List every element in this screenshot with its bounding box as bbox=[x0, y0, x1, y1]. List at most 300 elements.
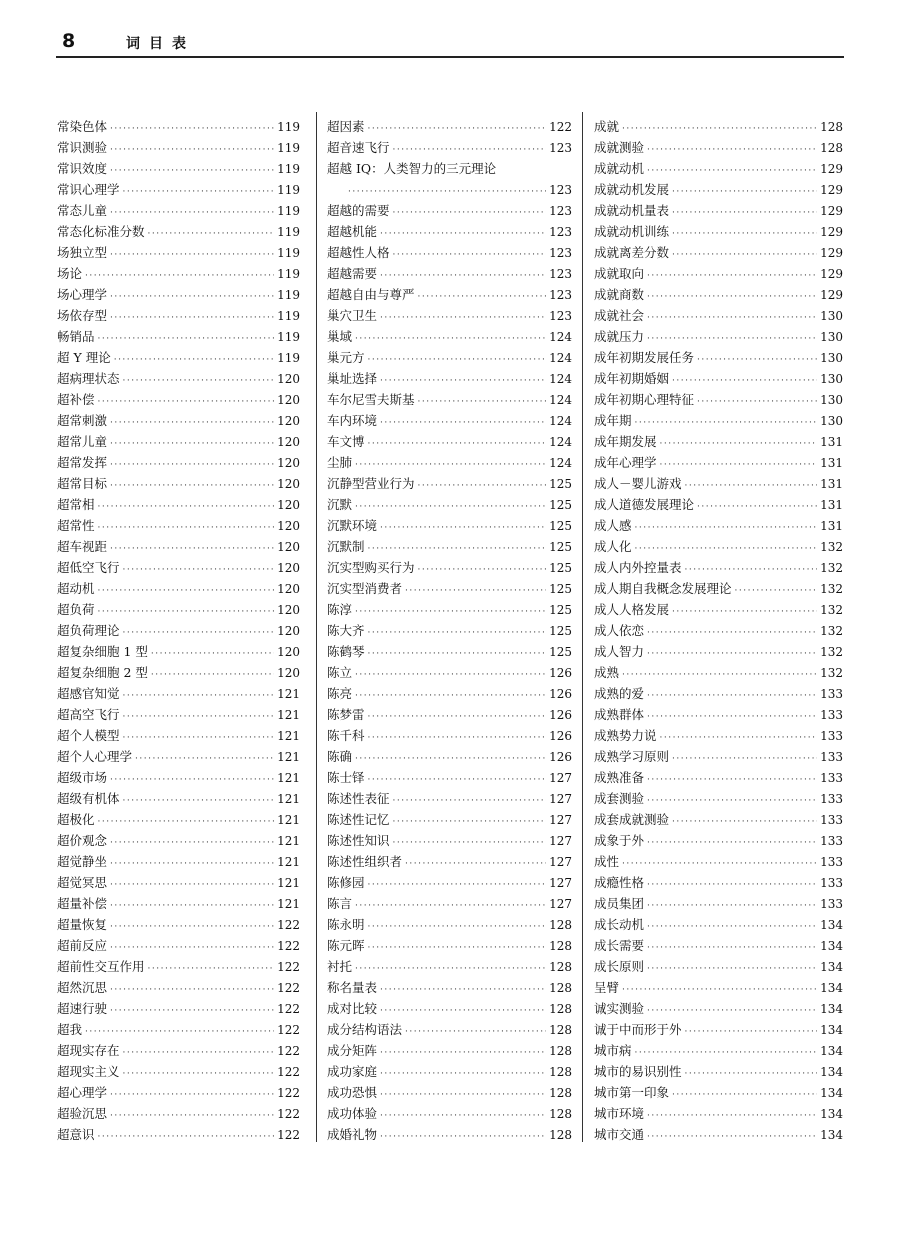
entry-page-number: 126 bbox=[549, 750, 572, 764]
index-entry bbox=[594, 956, 843, 977]
index-entry bbox=[327, 452, 572, 473]
entry-term: 陈千科 bbox=[327, 728, 365, 743]
index-entry bbox=[327, 389, 572, 410]
entry-term: 成就动机 bbox=[594, 161, 645, 176]
entry-term: 车内环境 bbox=[327, 413, 378, 428]
entry-term: 成熟的爱 bbox=[594, 686, 645, 701]
dot-leader bbox=[672, 242, 817, 263]
entry-page-number: 134 bbox=[820, 1086, 843, 1100]
entry-page-number: 121 bbox=[277, 771, 300, 785]
dot-leader bbox=[635, 536, 818, 557]
entry-page-number: 120 bbox=[277, 666, 300, 680]
entry-term: 场独立型 bbox=[57, 245, 108, 260]
dot-leader bbox=[110, 200, 274, 221]
entry-page-number: 125 bbox=[549, 603, 572, 617]
entry-term: 超音速飞行 bbox=[327, 140, 390, 155]
entry-term: 超量恢复 bbox=[57, 917, 108, 932]
entry-term: 呈臂 bbox=[594, 980, 620, 995]
dot-leader bbox=[660, 431, 818, 452]
index-entry bbox=[327, 767, 572, 788]
entry-term: 成就动机训练 bbox=[594, 224, 670, 239]
entry-term: 常识效度 bbox=[57, 161, 108, 176]
entry-page-number: 129 bbox=[820, 288, 843, 302]
index-entry bbox=[594, 263, 843, 284]
entry-term: 成熟学习原则 bbox=[594, 749, 670, 764]
entry-term: 成长原则 bbox=[594, 959, 645, 974]
index-entry bbox=[327, 368, 572, 389]
index-entry bbox=[57, 620, 300, 641]
entry-term: 成就商数 bbox=[594, 287, 645, 302]
index-entry bbox=[327, 116, 572, 137]
entry-page-number: 122 bbox=[277, 981, 300, 995]
entry-page-number: 120 bbox=[277, 582, 300, 596]
index-entry bbox=[594, 179, 843, 200]
entry-page-number: 121 bbox=[277, 750, 300, 764]
entry-page-number: 127 bbox=[549, 813, 572, 827]
entry-term: 成熟准备 bbox=[594, 770, 645, 785]
index-entry bbox=[594, 410, 843, 431]
page-number: 8 bbox=[62, 30, 76, 52]
index-entry bbox=[57, 641, 300, 662]
dot-leader bbox=[380, 515, 546, 536]
index-entry bbox=[327, 347, 572, 368]
entry-term: 成分结构语法 bbox=[327, 1022, 403, 1037]
entry-page-number: 122 bbox=[277, 918, 300, 932]
entry-term: 车文博 bbox=[327, 434, 365, 449]
entry-term: 成就测验 bbox=[594, 140, 645, 155]
entry-page-number: 124 bbox=[549, 330, 572, 344]
entry-term: 成就取向 bbox=[594, 266, 645, 281]
dot-leader bbox=[647, 788, 817, 809]
dot-leader bbox=[355, 683, 546, 704]
index-entry bbox=[57, 452, 300, 473]
entry-page-number: 121 bbox=[277, 729, 300, 743]
dot-leader bbox=[110, 116, 274, 137]
entry-page-number: 120 bbox=[277, 519, 300, 533]
index-entry bbox=[327, 1061, 572, 1082]
index-entry bbox=[57, 284, 300, 305]
entry-page-number: 123 bbox=[549, 267, 572, 281]
entry-term: 成年初期婚姻 bbox=[594, 371, 670, 386]
entry-page-number: 127 bbox=[549, 834, 572, 848]
dot-leader bbox=[647, 641, 817, 662]
entry-page-number: 122 bbox=[277, 1044, 300, 1058]
column-divider bbox=[316, 112, 317, 1142]
dot-leader bbox=[110, 998, 274, 1019]
dot-leader bbox=[672, 179, 817, 200]
index-entry bbox=[594, 599, 843, 620]
dot-leader bbox=[123, 683, 275, 704]
entry-page-number: 122 bbox=[277, 1002, 300, 1016]
entry-term: 常染色体 bbox=[57, 119, 108, 134]
entry-page-number: 122 bbox=[277, 1065, 300, 1079]
index-entry bbox=[57, 914, 300, 935]
index-entry bbox=[327, 620, 572, 641]
index-column-3 bbox=[594, 116, 843, 1145]
entry-page-number: 119 bbox=[277, 288, 300, 302]
entry-term: 成套成就测验 bbox=[594, 812, 670, 827]
entry-page-number: 126 bbox=[549, 708, 572, 722]
entry-term: 成分矩阵 bbox=[327, 1043, 378, 1058]
entry-term: 超常性 bbox=[57, 518, 95, 533]
entry-page-number: 134 bbox=[820, 1128, 843, 1142]
entry-page-number: 133 bbox=[820, 876, 843, 890]
dot-leader bbox=[123, 179, 275, 200]
index-entry bbox=[594, 725, 843, 746]
entry-page-number: 133 bbox=[820, 729, 843, 743]
dot-leader bbox=[647, 158, 817, 179]
entry-page-number: 120 bbox=[277, 624, 300, 638]
entry-term: 超前反应 bbox=[57, 938, 108, 953]
index-entry bbox=[327, 893, 572, 914]
entry-term: 成熟群体 bbox=[594, 707, 645, 722]
entry-term: 成功恐惧 bbox=[327, 1085, 378, 1100]
entry-page-number: 134 bbox=[820, 1044, 843, 1058]
entry-term: 超觉冥思 bbox=[57, 875, 108, 890]
dot-leader bbox=[418, 284, 547, 305]
dot-leader bbox=[380, 368, 546, 389]
index-entry bbox=[327, 557, 572, 578]
dot-leader bbox=[110, 137, 274, 158]
entry-term: 诚于中而形于外 bbox=[594, 1022, 682, 1037]
dot-leader bbox=[110, 284, 274, 305]
index-entry bbox=[594, 662, 843, 683]
entry-term: 巢元方 bbox=[327, 350, 365, 365]
entry-term: 成长需要 bbox=[594, 938, 645, 953]
entry-page-number: 124 bbox=[549, 414, 572, 428]
entry-page-number: 120 bbox=[277, 645, 300, 659]
dot-leader bbox=[418, 557, 547, 578]
index-entry bbox=[594, 452, 843, 473]
dot-leader bbox=[123, 725, 275, 746]
entry-term: 成熟 bbox=[594, 665, 620, 680]
index-entry bbox=[327, 704, 572, 725]
entry-page-number: 124 bbox=[549, 372, 572, 386]
entry-page-number: 129 bbox=[820, 225, 843, 239]
entry-page-number: 127 bbox=[549, 897, 572, 911]
entry-page-number: 125 bbox=[549, 561, 572, 575]
entry-page-number: 122 bbox=[277, 1086, 300, 1100]
entry-term: 成人依恋 bbox=[594, 623, 645, 638]
entry-term: 陈述性组织者 bbox=[327, 854, 403, 869]
dot-leader bbox=[635, 515, 818, 536]
dot-leader bbox=[123, 368, 275, 389]
entry-page-number: 128 bbox=[549, 1044, 572, 1058]
dot-leader bbox=[368, 725, 547, 746]
entry-term: 车尔尼雪夫斯基 bbox=[327, 392, 415, 407]
dot-leader bbox=[110, 893, 274, 914]
dot-leader bbox=[672, 746, 817, 767]
index-entry bbox=[594, 515, 843, 536]
index-entry bbox=[594, 305, 843, 326]
entry-page-number: 130 bbox=[820, 351, 843, 365]
index-entry bbox=[327, 221, 572, 242]
index-entry bbox=[594, 914, 843, 935]
entry-term: 成人感 bbox=[594, 518, 632, 533]
index-entry bbox=[57, 242, 300, 263]
index-entry bbox=[327, 1103, 572, 1124]
entry-term: 陈确 bbox=[327, 749, 353, 764]
dot-leader bbox=[672, 599, 817, 620]
entry-term: 成婚礼物 bbox=[327, 1127, 378, 1142]
dot-leader bbox=[368, 116, 547, 137]
index-entry bbox=[327, 1040, 572, 1061]
entry-page-number: 119 bbox=[277, 120, 300, 134]
entry-page-number: 123 bbox=[549, 204, 572, 218]
dot-leader bbox=[123, 1040, 275, 1061]
index-entry bbox=[594, 1019, 843, 1040]
entry-term: 沉实型购买行为 bbox=[327, 560, 415, 575]
entry-term: 超常相 bbox=[57, 497, 95, 512]
index-column-1 bbox=[57, 116, 300, 1145]
dot-leader bbox=[685, 1019, 818, 1040]
dot-leader bbox=[380, 1124, 546, 1145]
entry-term: 成人智力 bbox=[594, 644, 645, 659]
dot-leader bbox=[647, 284, 817, 305]
entry-page-number: 128 bbox=[549, 1107, 572, 1121]
index-entry bbox=[57, 767, 300, 788]
dot-leader bbox=[368, 935, 547, 956]
index-entry bbox=[57, 935, 300, 956]
entry-page-number: 123 bbox=[549, 183, 572, 197]
entry-page-number: 125 bbox=[549, 582, 572, 596]
column-divider bbox=[582, 112, 583, 1142]
dot-leader bbox=[672, 200, 817, 221]
index-entry bbox=[327, 536, 572, 557]
index-entry bbox=[57, 389, 300, 410]
index-entry bbox=[57, 179, 300, 200]
entry-page-number: 120 bbox=[277, 603, 300, 617]
index-entry bbox=[57, 536, 300, 557]
entry-page-number: 134 bbox=[820, 918, 843, 932]
index-entry bbox=[594, 851, 843, 872]
entry-page-number: 134 bbox=[820, 1023, 843, 1037]
entry-term: 巢址选择 bbox=[327, 371, 378, 386]
dot-leader bbox=[368, 704, 547, 725]
entry-term: 超价观念 bbox=[57, 833, 108, 848]
dot-leader bbox=[355, 452, 546, 473]
entry-page-number: 121 bbox=[277, 813, 300, 827]
entry-page-number: 119 bbox=[277, 162, 300, 176]
entry-term: 尘肺 bbox=[327, 455, 353, 470]
entry-page-number: 128 bbox=[820, 120, 843, 134]
dot-leader bbox=[380, 1103, 546, 1124]
entry-term: 沉默制 bbox=[327, 539, 365, 554]
entry-page-number: 128 bbox=[549, 1023, 572, 1037]
entry-term: 超车视距 bbox=[57, 539, 108, 554]
entry-term: 超级有机体 bbox=[57, 791, 120, 806]
entry-term: 陈修园 bbox=[327, 875, 365, 890]
index-entry bbox=[327, 473, 572, 494]
dot-leader bbox=[135, 746, 274, 767]
index-entry bbox=[327, 431, 572, 452]
entry-page-number: 134 bbox=[820, 939, 843, 953]
dot-leader bbox=[110, 452, 274, 473]
dot-leader bbox=[380, 263, 546, 284]
entry-term: 超越性人格 bbox=[327, 245, 390, 260]
entry-term: 城市环境 bbox=[594, 1106, 645, 1121]
dot-leader bbox=[110, 830, 274, 851]
entry-term: 常态化标准分数 bbox=[57, 224, 145, 239]
entry-term: 成瘾性格 bbox=[594, 875, 645, 890]
index-entry bbox=[594, 473, 843, 494]
entry-page-number: 133 bbox=[820, 687, 843, 701]
entry-page-number: 121 bbox=[277, 897, 300, 911]
entry-term: 成长动机 bbox=[594, 917, 645, 932]
dot-leader bbox=[110, 431, 274, 452]
dot-leader bbox=[85, 1019, 274, 1040]
dot-leader bbox=[110, 872, 274, 893]
index-entry bbox=[594, 431, 843, 452]
index-entry bbox=[57, 1019, 300, 1040]
entry-page-number: 121 bbox=[277, 834, 300, 848]
index-entry bbox=[594, 872, 843, 893]
entry-page-number: 129 bbox=[820, 162, 843, 176]
index-entry bbox=[594, 158, 843, 179]
entry-term: 场心理学 bbox=[57, 287, 108, 302]
dot-leader bbox=[355, 599, 546, 620]
entry-page-number: 127 bbox=[549, 792, 572, 806]
index-entry bbox=[57, 788, 300, 809]
entry-term: 沉静型营业行为 bbox=[327, 476, 415, 491]
entry-term: 超负荷理论 bbox=[57, 623, 120, 638]
index-entry bbox=[57, 347, 300, 368]
dot-leader bbox=[647, 914, 817, 935]
dot-leader bbox=[98, 515, 275, 536]
index-entry bbox=[57, 893, 300, 914]
dot-leader bbox=[697, 389, 817, 410]
entry-page-number: 128 bbox=[549, 1128, 572, 1142]
index-entry bbox=[57, 200, 300, 221]
index-column-2 bbox=[327, 116, 572, 1145]
entry-page-number: 128 bbox=[549, 1002, 572, 1016]
dot-leader bbox=[647, 620, 817, 641]
dot-leader bbox=[405, 1019, 546, 1040]
entry-term: 超意识 bbox=[57, 1127, 95, 1142]
entry-term: 陈述性记忆 bbox=[327, 812, 390, 827]
index-entry bbox=[57, 956, 300, 977]
entry-page-number: 128 bbox=[820, 141, 843, 155]
entry-term: 巢域 bbox=[327, 329, 353, 344]
dot-leader bbox=[98, 389, 275, 410]
entry-page-number: 125 bbox=[549, 498, 572, 512]
entry-term: 超验沉思 bbox=[57, 1106, 108, 1121]
entry-page-number: 129 bbox=[820, 267, 843, 281]
entry-term: 成功家庭 bbox=[327, 1064, 378, 1079]
index-entry bbox=[594, 998, 843, 1019]
entry-page-number: 123 bbox=[549, 225, 572, 239]
entry-term: 成员集团 bbox=[594, 896, 645, 911]
entry-page-number: 121 bbox=[277, 855, 300, 869]
entry-page-number: 125 bbox=[549, 540, 572, 554]
dot-leader bbox=[672, 1082, 817, 1103]
entry-term: 超然沉思 bbox=[57, 980, 108, 995]
entry-page-number: 131 bbox=[820, 477, 843, 491]
entry-page-number: 120 bbox=[277, 477, 300, 491]
entry-page-number: 133 bbox=[820, 708, 843, 722]
dot-leader bbox=[110, 851, 274, 872]
dot-leader bbox=[647, 305, 817, 326]
entry-page-number: 126 bbox=[549, 729, 572, 743]
entry-page-number: 132 bbox=[820, 666, 843, 680]
index-entry bbox=[57, 557, 300, 578]
entry-page-number: 128 bbox=[549, 939, 572, 953]
index-entry bbox=[594, 935, 843, 956]
dot-leader bbox=[368, 620, 547, 641]
index-entry bbox=[57, 263, 300, 284]
entry-page-number: 122 bbox=[277, 939, 300, 953]
index-entry bbox=[594, 1082, 843, 1103]
entry-term: 成人期自我概念发展理论 bbox=[594, 581, 732, 596]
dot-leader bbox=[405, 578, 546, 599]
entry-term: 陈立 bbox=[327, 665, 353, 680]
index-entry bbox=[594, 347, 843, 368]
entry-term: 城市的易识别性 bbox=[594, 1064, 682, 1079]
index-entry bbox=[57, 515, 300, 536]
entry-term: 沉实型消费者 bbox=[327, 581, 403, 596]
index-entry bbox=[57, 809, 300, 830]
dot-leader bbox=[123, 620, 275, 641]
dot-leader bbox=[622, 851, 817, 872]
index-entry bbox=[327, 179, 572, 200]
entry-page-number: 131 bbox=[820, 519, 843, 533]
entry-term: 超量补偿 bbox=[57, 896, 108, 911]
entry-term: 城市第一印象 bbox=[594, 1085, 670, 1100]
entry-page-number: 133 bbox=[820, 834, 843, 848]
index-entry bbox=[57, 851, 300, 872]
entry-page-number: 122 bbox=[549, 120, 572, 134]
entry-page-number: 125 bbox=[549, 519, 572, 533]
index-entry bbox=[327, 998, 572, 1019]
dot-leader bbox=[635, 410, 818, 431]
entry-page-number: 127 bbox=[549, 876, 572, 890]
dot-leader bbox=[148, 221, 275, 242]
dot-leader bbox=[380, 221, 546, 242]
entry-term: 称名量表 bbox=[327, 980, 378, 995]
dot-leader bbox=[98, 599, 275, 620]
entry-page-number: 126 bbox=[549, 666, 572, 680]
entry-page-number: 120 bbox=[277, 456, 300, 470]
dot-leader bbox=[98, 326, 275, 347]
index-entry bbox=[57, 137, 300, 158]
dot-leader bbox=[123, 704, 275, 725]
entry-page-number: 131 bbox=[820, 435, 843, 449]
entry-page-number: 128 bbox=[549, 1065, 572, 1079]
index-entry bbox=[594, 809, 843, 830]
dot-leader bbox=[110, 767, 274, 788]
dot-leader bbox=[380, 1040, 546, 1061]
dot-leader bbox=[647, 137, 817, 158]
index-entry bbox=[594, 368, 843, 389]
index-entry bbox=[594, 1040, 843, 1061]
entry-term: 超动机 bbox=[57, 581, 95, 596]
entry-page-number: 120 bbox=[277, 540, 300, 554]
entry-page-number: 123 bbox=[549, 141, 572, 155]
index-entry bbox=[327, 158, 572, 179]
dot-leader bbox=[368, 872, 547, 893]
dot-leader bbox=[647, 893, 817, 914]
entry-term: 超越的需要 bbox=[327, 203, 390, 218]
dot-leader bbox=[647, 1124, 817, 1145]
dot-leader bbox=[672, 368, 817, 389]
index-entry bbox=[327, 662, 572, 683]
entry-page-number: 129 bbox=[820, 246, 843, 260]
entry-term: 超现实主义 bbox=[57, 1064, 120, 1079]
entry-page-number: 125 bbox=[549, 477, 572, 491]
index-entry bbox=[327, 326, 572, 347]
dot-leader bbox=[110, 536, 274, 557]
entry-term: 成象于外 bbox=[594, 833, 645, 848]
